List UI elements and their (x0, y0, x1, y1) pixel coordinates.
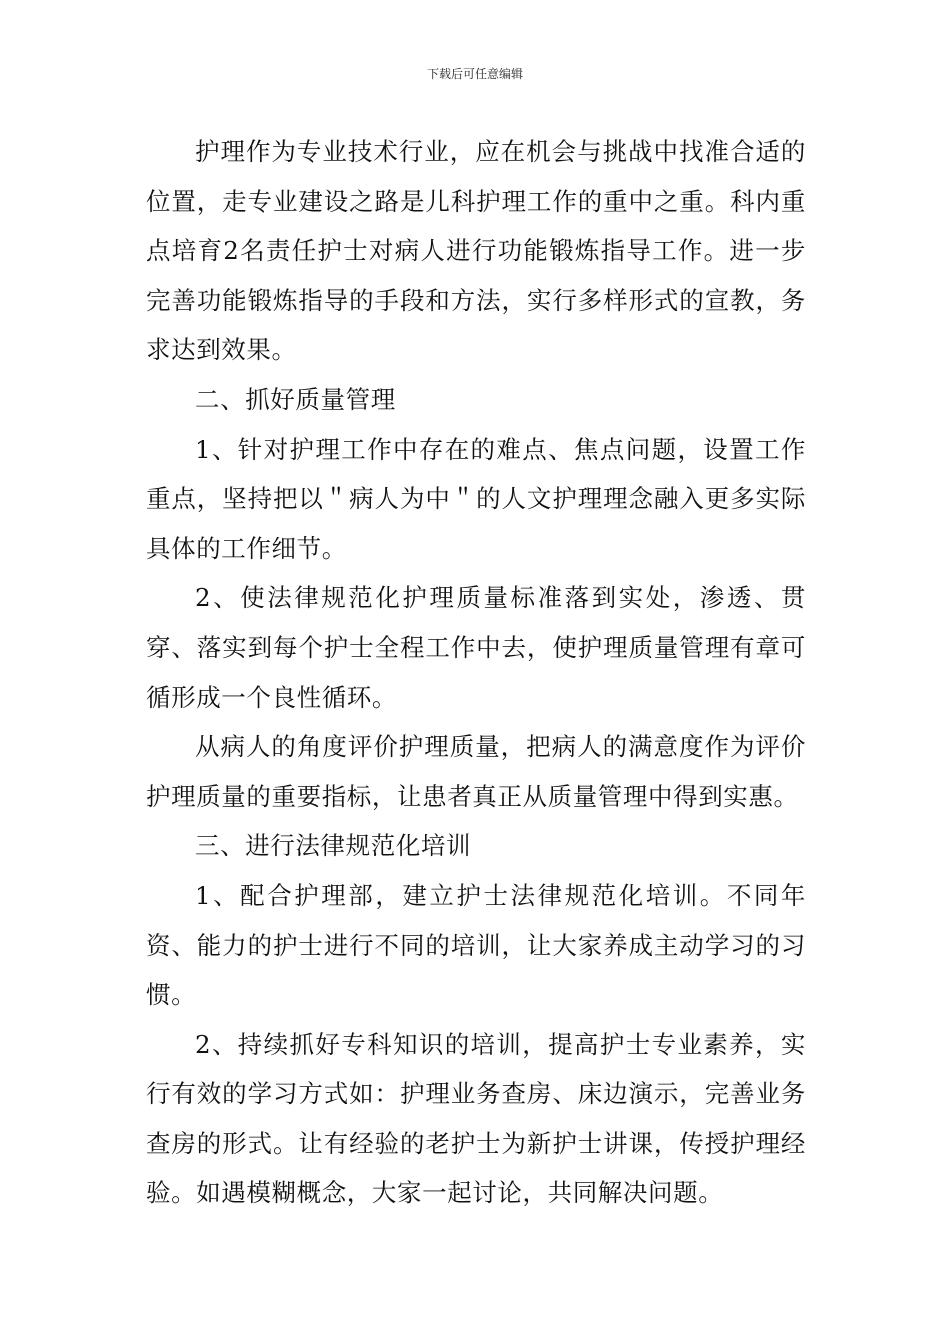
document-body (146, 127, 806, 1218)
paragraph-training-1: 1、配合护理部，建立护士法律规范化培训。不同年资、能力的护士进行不同的培训，让大家养成主动学习的习惯。 (146, 880, 806, 1010)
page-header: 下载后可任意编辑 (426, 67, 523, 81)
paragraph-quality-1: 1、针对护理工作中存在的难点、焦点问题，设置工作重点，坚持把以＂病人为中＂的人文护理理念融入更多实际具体的工作细节。 (146, 434, 806, 563)
paragraph-training-2: 2、持续抓好专科知识的培训，提高护士专业素养，实行有效的学习方式如：护理业务查房、床边演示，完善业务查房的形式。让有经验的老护士为新护士讲课，传授护理经验。如遇模糊概念，大家一起讨论，共同解决问题。 (146, 1029, 806, 1208)
section-heading-quality: 二、抓好质量管理 (195, 384, 396, 414)
paragraph-intro: 护理作为专业技术行业，应在机会与挑战中找准合适的位置，走专业建设之路是儿科护理工作的重中之重。科内重点培育2名责任护士对病人进行功能锻炼指导工作。进一步完善功能锻炼指导的手段和方法，实行多样形式的宣教，务求达到效果。 (146, 137, 806, 365)
section-heading-training: 三、进行法律规范化培训 (195, 831, 472, 861)
paragraph-quality-2: 2、使法律规范化护理质量标准落到实处，渗透、贯穿、落实到每个护士全程工作中去，使护理质量管理有章可循形成一个良性循环。 (146, 583, 806, 712)
paragraph-quality-evaluation: 从病人的角度评价护理质量，把病人的满意度作为评价护理质量的重要指标，让患者真正从质量管理中得到实惠。 (146, 732, 806, 811)
